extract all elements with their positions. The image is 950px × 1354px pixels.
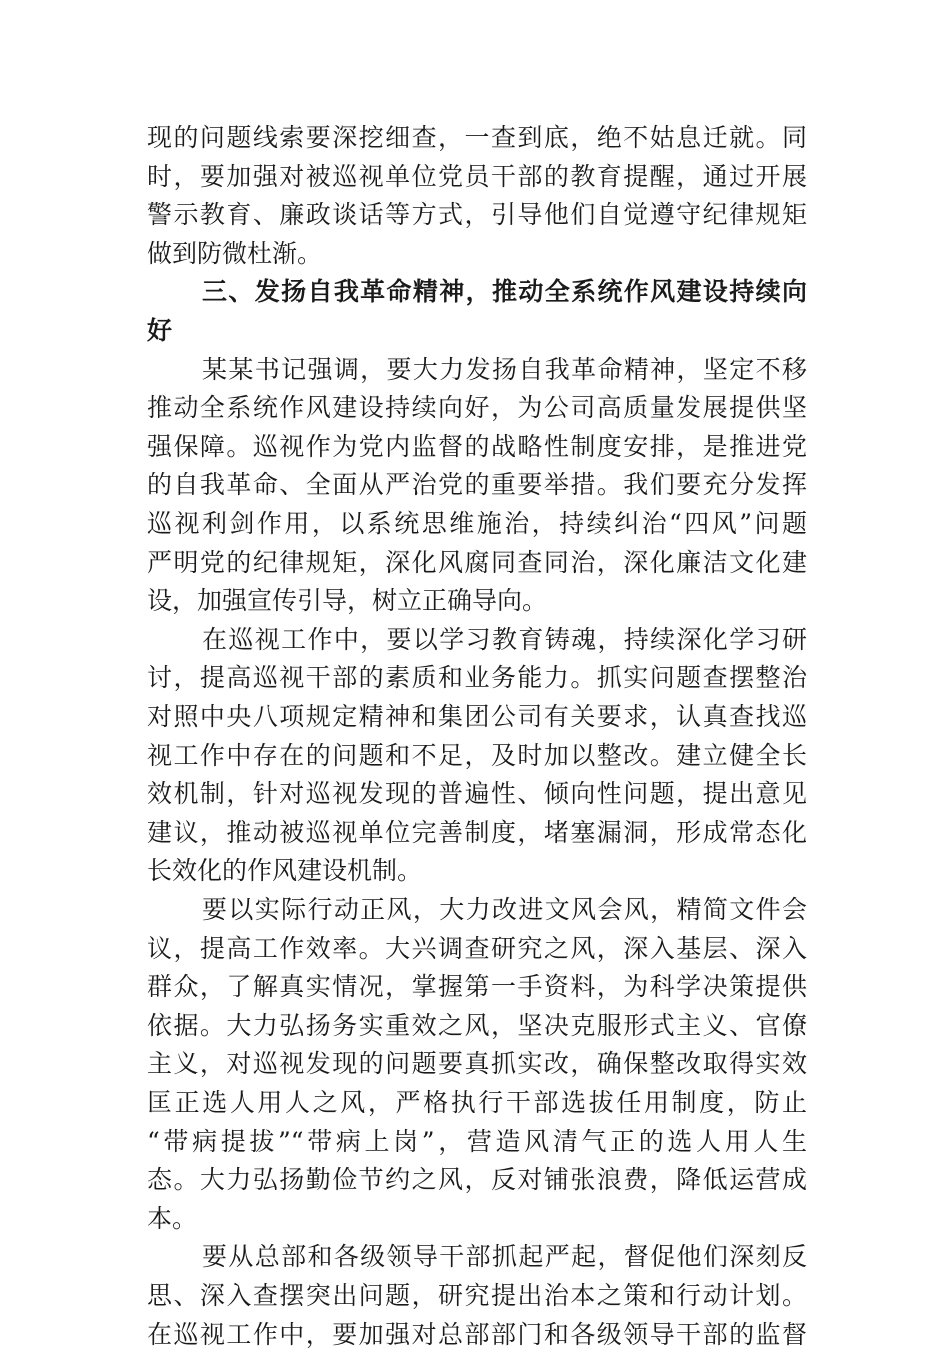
text-line: 群众，了解真实情况，掌握第一手资料，为科学决策提供 (147, 972, 807, 1002)
text-line: 现的问题线索要深挖细查，一查到底，绝不姑息迁就。同 (147, 123, 807, 152)
text-line: 严明党的纪律规矩，深化风腐同查同治，深化廉洁文化建 (147, 547, 807, 577)
text-line: 巡视利剑作用，以系统思维施治，持续纠治“四风”问题 (147, 509, 807, 538)
paragraph-first-line: 某某书记强调，要大力发扬自我革命精神，坚定不移 (202, 354, 807, 384)
text-line: 警示教育、廉政谈话等方式，引导他们自觉遵守纪律规矩 (147, 200, 807, 230)
text-line: 匡正选人用人之风，严格执行干部选拔任用制度，防止 (147, 1088, 807, 1117)
text-line: 依据。大力弘扬务实重效之风，坚决克服形式主义、官僚 (147, 1010, 807, 1040)
text-line: “带病提拔”“带病上岗”，营造风清气正的选人用人生 (147, 1126, 807, 1156)
section-heading: 三、发扬自我革命精神，推动全系统作风建设持续向 (202, 277, 807, 307)
text-line: 在巡视工作中，要加强对总部部门和各级领导干部的监督 (147, 1319, 807, 1349)
text-line: 强保障。巡视作为党内监督的战略性制度安排，是推进党 (147, 431, 807, 461)
text-line: 态。大力弘扬勤俭节约之风，反对铺张浪费，降低运营成 (147, 1165, 807, 1195)
text-line: 的自我革命、全面从严治党的重要举措。我们要充分发挥 (147, 470, 807, 500)
paragraph-first-line: 在巡视工作中，要以学习教育铸魂，持续深化学习研 (202, 624, 807, 654)
text-line: 时，要加强对被巡视单位党员干部的教育提醒，通过开展 (147, 161, 807, 191)
text-line: 讨，提高巡视干部的素质和业务能力。抓实问题查摆整治 (147, 663, 807, 693)
text-line: 议，提高工作效率。大兴调查研究之风，深入基层、深入 (147, 933, 807, 963)
text-line: 设，加强宣传引导，树立正确导向。 (147, 586, 548, 616)
text-line: 长效化的作风建设机制。 (147, 856, 423, 886)
text-line: 对照中央八项规定精神和集团公司有关要求，认真查找巡 (147, 702, 807, 731)
text-line: 本。 (147, 1203, 198, 1233)
paragraph-first-line: 要从总部和各级领导干部抓起严起，督促他们深刻反 (202, 1242, 807, 1272)
text-line: 推动全系统作风建设持续向好，为公司高质量发展提供坚 (147, 393, 807, 423)
text-line: 视工作中存在的问题和不足，及时加以整改。建立健全长 (147, 740, 807, 770)
section-heading-continued: 好 (147, 316, 173, 345)
text-line: 建议，推动被巡视单位完善制度，堵塞漏洞，形成常态化 (147, 817, 807, 847)
text-line: 效机制，针对巡视发现的普遍性、倾向性问题，提出意见 (147, 779, 807, 809)
text-line: 主义，对巡视发现的问题要真抓实改，确保整改取得实效 (147, 1049, 807, 1079)
text-line: 做到防微杜渐。 (147, 238, 323, 268)
paragraph-first-line: 要以实际行动正风，大力改进文风会风，精简文件会 (202, 895, 807, 924)
text-line: 思、深入查摆突出问题，研究提出治本之策和行动计划。 (147, 1281, 807, 1310)
